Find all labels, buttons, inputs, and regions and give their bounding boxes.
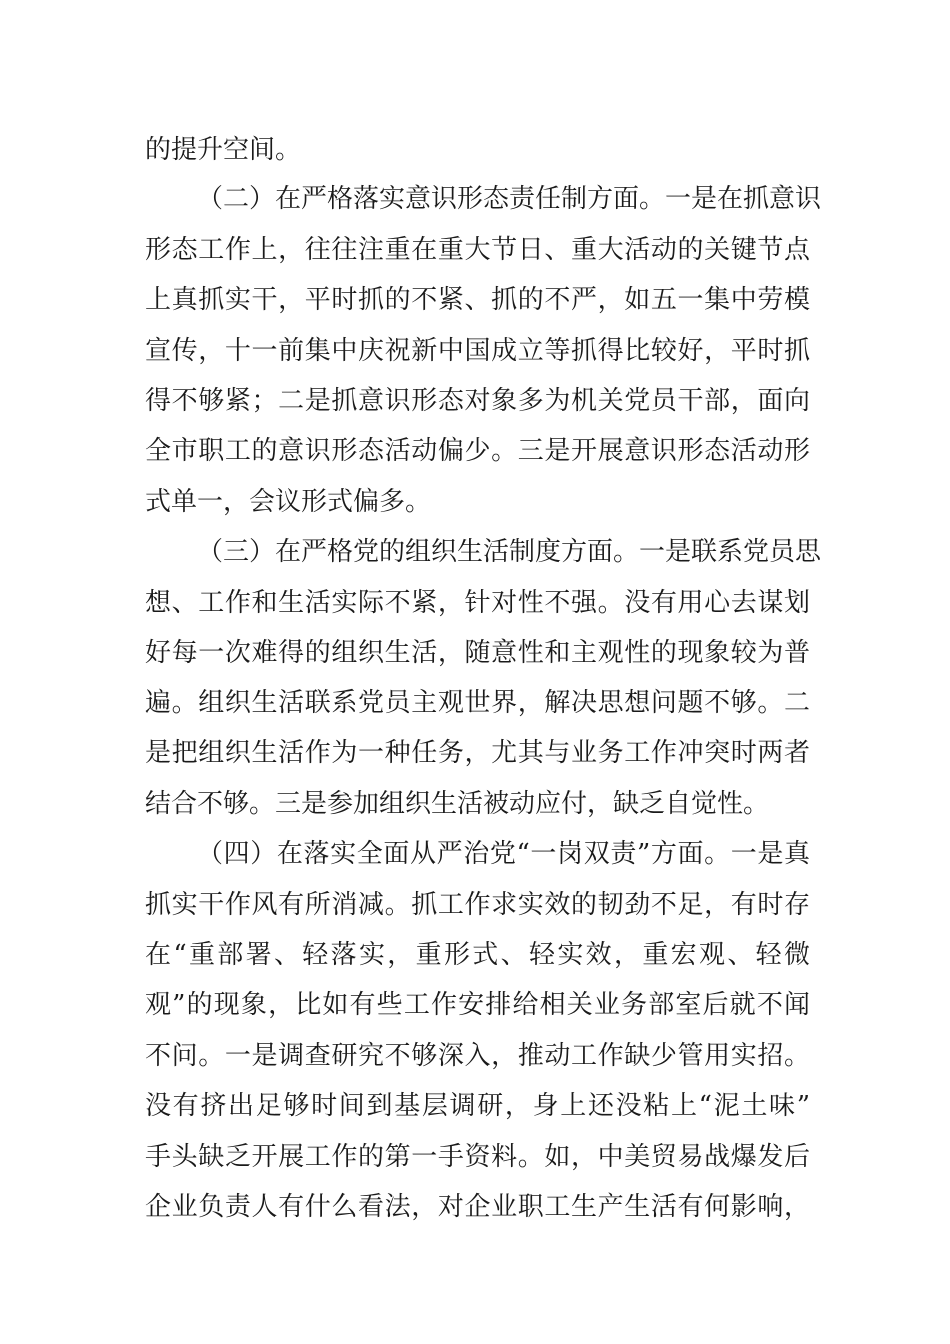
text-line: 的提升空间。 — [145, 135, 302, 165]
text-line: 全市职工的意识形态活动偏少。三是开展意识形态活动形 — [145, 436, 810, 466]
text-line: 观”的现象，比如有些工作安排给相关业务部室后就不闻 — [145, 990, 810, 1020]
text-line: 不问。一是调查研究不够深入，推动工作缺少管用实招。 — [145, 1041, 810, 1071]
text-line: 结合不够。三是参加组织生活被动应付，缺乏自觉性。 — [145, 789, 770, 819]
section-heading-line: （二）在严格落实意识形态责任制方面。一是在抓意识 — [197, 184, 822, 214]
text-line: 上真抓实干，平时抓的不紧、抓的不严，如五一集中劳模 — [145, 285, 810, 315]
text-line: 想、工作和生活实际不紧，针对性不强。没有用心去谋划 — [145, 588, 810, 618]
text-line: 在“重部署、轻落实，重形式、轻实效，重宏观、轻微 — [145, 940, 810, 970]
text-line: 形态工作上，往往注重在重大节日、重大活动的关键节点 — [145, 235, 810, 265]
section-heading-line: （四）在落实全面从严治党“一岗双责”方面。一是真 — [197, 839, 810, 869]
text-line: 宣传，十一前集中庆祝新中国成立等抓得比较好，平时抓 — [145, 336, 810, 366]
text-line: 没有挤出足够时间到基层调研，身上还没粘上“泥土味” — [145, 1091, 810, 1121]
text-line: 遍。组织生活联系党员主观世界，解决思想问题不够。二 — [145, 688, 810, 718]
text-line: 式单一，会议形式偏多。 — [145, 487, 432, 517]
text-line: 抓实干作风有所消减。抓工作求实效的韧劲不足，有时存 — [145, 890, 810, 920]
text-line: 得不够紧；二是抓意识形态对象多为机关党员干部，面向 — [145, 386, 810, 416]
section-heading-line: （三）在严格党的组织生活制度方面。一是联系党员思 — [197, 537, 822, 567]
text-line: 好每一次难得的组织生活，随意性和主观性的现象较为普 — [145, 638, 810, 668]
text-line: 手头缺乏开展工作的第一手资料。如，中美贸易战爆发后 — [145, 1142, 810, 1172]
text-line: 是把组织生活作为一种任务，尤其与业务工作冲突时两者 — [145, 738, 810, 768]
text-line: 企业负责人有什么看法，对企业职工生产生活有何影响， — [145, 1192, 810, 1222]
